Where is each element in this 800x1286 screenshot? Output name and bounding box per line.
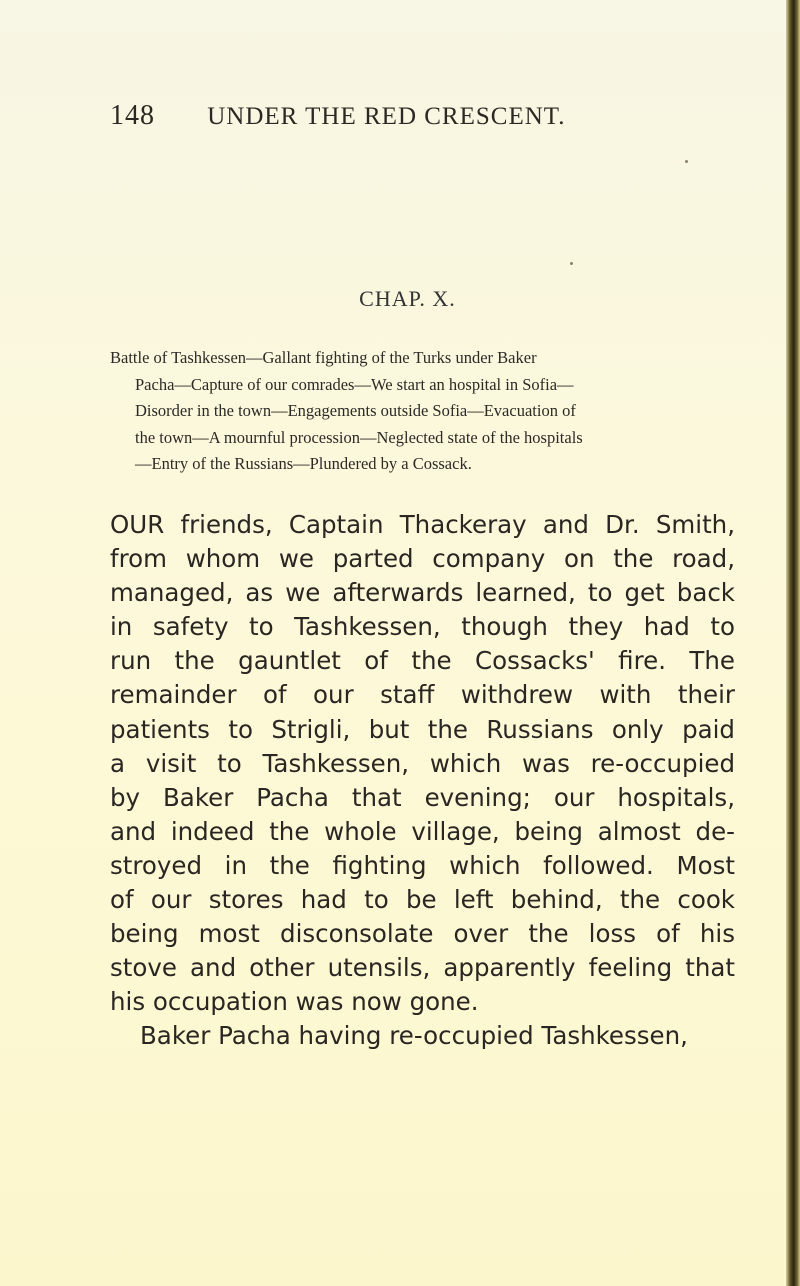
paper-speck (685, 160, 688, 163)
body-line: stroyed in the fighting which followed. Most (110, 850, 735, 880)
book-edge (786, 0, 800, 1286)
chapter-synopsis (110, 345, 735, 478)
body-text (110, 508, 735, 1054)
running-title: UNDER THE RED CRESCENT. (207, 103, 566, 130)
synopsis-line: the town—A mournful procession—Neglected state of the hospitals (135, 427, 583, 447)
running-head (110, 100, 630, 132)
body-line: and indeed the whole village, being almost de- (110, 816, 735, 846)
synopsis-line: Disorder in the town—Engagements outside Sofia—Evacuation of (135, 401, 576, 420)
body-line: being most disconsolate over the loss of his (110, 919, 735, 949)
page-number: 148 (110, 100, 155, 131)
body-line: remainder of our staff withdrew with their (110, 680, 735, 710)
synopsis-line: Pacha—Capture of our comrades—We start an hospital in Sofia— (135, 374, 574, 394)
body-line: by Baker Pacha that evening; our hospitals, (110, 782, 735, 812)
body-line: in safety to Tashkessen, though they had to (110, 612, 735, 642)
body-line: managed, as we afterwards learned, to get back (110, 578, 735, 608)
body-line: stove and other utensils, apparently feeling that (110, 953, 735, 983)
body-line: OUR friends, Captain Thackeray and Dr. Smith, (110, 510, 735, 539)
body-line: a visit to Tashkessen, which was re-occupied (110, 748, 735, 778)
synopsis-line: Battle of Tashkessen—Gallant fighting of the Turks under Baker (110, 348, 537, 367)
chapter-heading (0, 286, 800, 312)
paper-speck (570, 262, 573, 265)
body-line: his occupation was now gone. (110, 987, 479, 1017)
body-line: from whom we parted company on the road, (110, 544, 735, 574)
body-line: patients to Strigli, but the Russians only paid (110, 714, 735, 744)
body-line: Baker Pacha having re-occupied Tashkessen, (140, 1021, 688, 1051)
body-line: run the gauntlet of the Cossacks' fire. The (110, 646, 735, 676)
body-line: of our stores had to be left behind, the cook (110, 885, 735, 915)
synopsis-line: —Entry of the Russians—Plundered by a Cossack. (135, 454, 472, 473)
chapter-heading-text: CHAP. X. (359, 286, 456, 311)
